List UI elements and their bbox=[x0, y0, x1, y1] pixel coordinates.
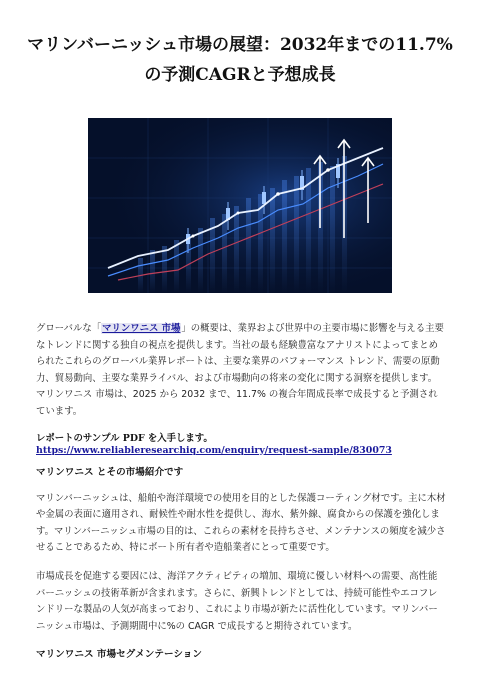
sample-label: レポートのサンプル PDF を入手します。 bbox=[36, 432, 213, 444]
section1-paragraph2: 市場成長を促進する要因には、海洋アクティビティの増加、環境に優しい材料への需要、高性能バーニッシュの技術革新が含まれます。さらに、新興トレンドとしては、持続可能性やエコフレンドリーな製品の人気が高まっており、これにより市場が新たに活性化しています。マリンバーニッシュ市場は、予測期間中に%の CAGR で成長すると期待されています。 bbox=[36, 570, 438, 632]
section1-paragraph1: マリンバーニッシュは、船舶や海洋環境での使用を目的とした保護コーティング材です。主に木材や金属の表面に適用され、耐候性や耐水性を提供し、海水、紫外線、腐食からの保護を強化します。マリンバーニッシュ市場の目的は、これらの素材を長持ちさせ、メンテナンスの頻度を減少させることであるため、特にボート所有者や造船業者にとって重要です。 bbox=[36, 492, 446, 554]
intro-text-before: グローバルな「 bbox=[36, 323, 102, 334]
market-link[interactable]: マリンワニス 市場 bbox=[102, 323, 181, 334]
sample-link[interactable]: https://www.reliableresearchiq.com/enquiry/request-sample/830073 bbox=[36, 444, 392, 456]
section1-heading: マリンワニス とその市場紹介です bbox=[36, 466, 184, 478]
intro-paragraph bbox=[36, 321, 446, 421]
intro-text-after: 」の概要は、業界および世界中の主要市場に影響を与える主要なトレンドに関する独自の視点を提供します。当社の最も経験豊富なアナリストによってまとめられたこれらのグローバル業界レポートは、主要な業界のパフォーマンス トレンド、需要の原動力、貿易動向、主要な業界ライバル、および市場動向の将来の変化に関する洞察を提供します。マリンワニス 市場は、2025 から 2032 まで、11.7% の複合年間成長率で成長すると予測されています。 bbox=[36, 323, 444, 417]
stock-growth-chart-image bbox=[88, 118, 392, 293]
article-body bbox=[36, 321, 446, 673]
section2-heading: マリンワニス 市場セグメンテーション bbox=[36, 649, 202, 661]
sample-request bbox=[36, 433, 446, 457]
hero-image bbox=[88, 118, 392, 293]
page-title: マリンバーニッシュ市場の展望：2032年までの11.7%の予測CAGRと予想成長 bbox=[27, 35, 453, 85]
